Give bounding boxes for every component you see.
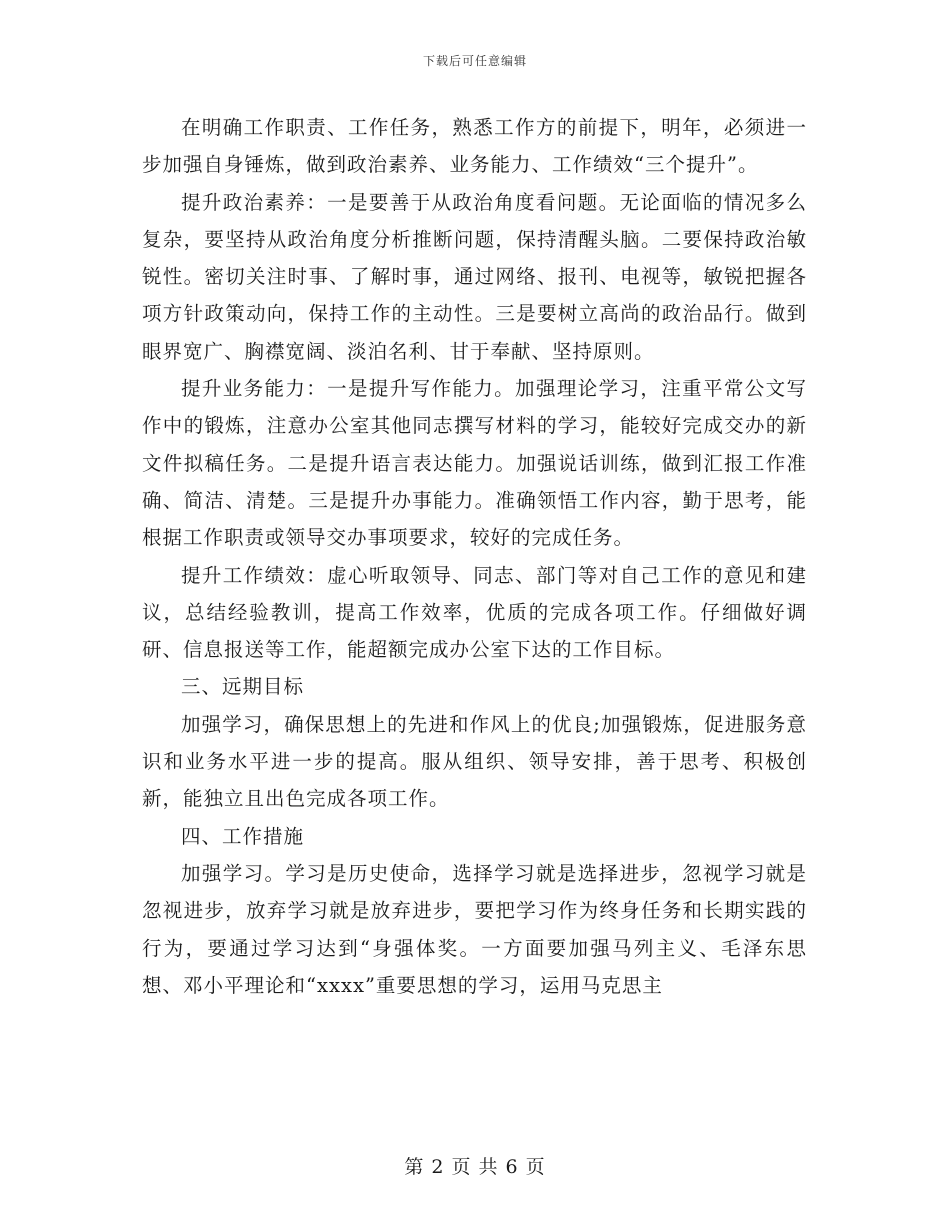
paragraph-intro: 在明确工作职责、工作任务，熟悉工作方的前提下，明年，必须进一步加强自身锤炼，做到政治素养、业务能力、工作绩效“三个提升”。 — [142, 116, 807, 177]
document-body — [142, 109, 807, 1004]
paragraph-business-ability: 提升业务能力：一是提升写作能力。加强理论学习，注重平常公文写作中的锻炼，注意办公室其他同志撰写材料的学习，能较好完成交办的新文件拟稿任务。二是提升语言表达能力。加强说话训练，做到汇报工作准确、简洁、清楚。三是提升办事能力。准确领悟工作内容，勤于思考，能根据工作职责或领导交办事项要求，较好的完成任务。 — [142, 377, 807, 550]
paragraph-political-quality: 提升政治素养：一是要善于从政治角度看问题。无论面临的情况多么复杂，要坚持从政治角度分析推断问题，保持清醒头脑。二要保持政治敏锐性。密切关注时事、了解时事，通过网络、报刊、电视等，敏锐把握各项方针政策动向，保持工作的主动性。三是要树立高尚的政治品行。做到眼界宽广、胸襟宽阔、淡泊名利、甘于奉献、坚持原则。 — [142, 190, 807, 363]
paragraph-long-term-goals: 加强学习，确保思想上的先进和作风上的优良;加强锻炼，促进服务意识和业务水平进一步的提高。服从组织、领导安排，善于思考、积极创新，能独立且出色完成各项工作。 — [142, 712, 807, 811]
paragraph-work-measures: 加强学习。学习是历史使命，选择学习就是选择进步，忽视学习就是忽视进步，放弃学习就是放弃进步，要把学习作为终身任务和长期实践的行为，要通过学习达到“身强体奖。一方面要加强马列主义、毛泽东思想、邓小平理论和“xxxx”重要思想的学习，运用马克思主 — [142, 861, 807, 997]
section-heading-work-measures: 四、工作措施 — [181, 824, 305, 848]
page-number-footer: 第 2 页 共 6 页 — [404, 1156, 546, 1178]
section-heading-long-term-goals: 三、远期目标 — [181, 675, 305, 699]
page-header: 下载后可任意编辑 — [422, 54, 527, 68]
paragraph-work-performance: 提升工作绩效：虚心听取领导、同志、部门等对自己工作的意见和建议，总结经验教训，提高工作效率，优质的完成各项工作。仔细做好调研、信息报送等工作，能超额完成办公室下达的工作目标。 — [142, 563, 807, 662]
